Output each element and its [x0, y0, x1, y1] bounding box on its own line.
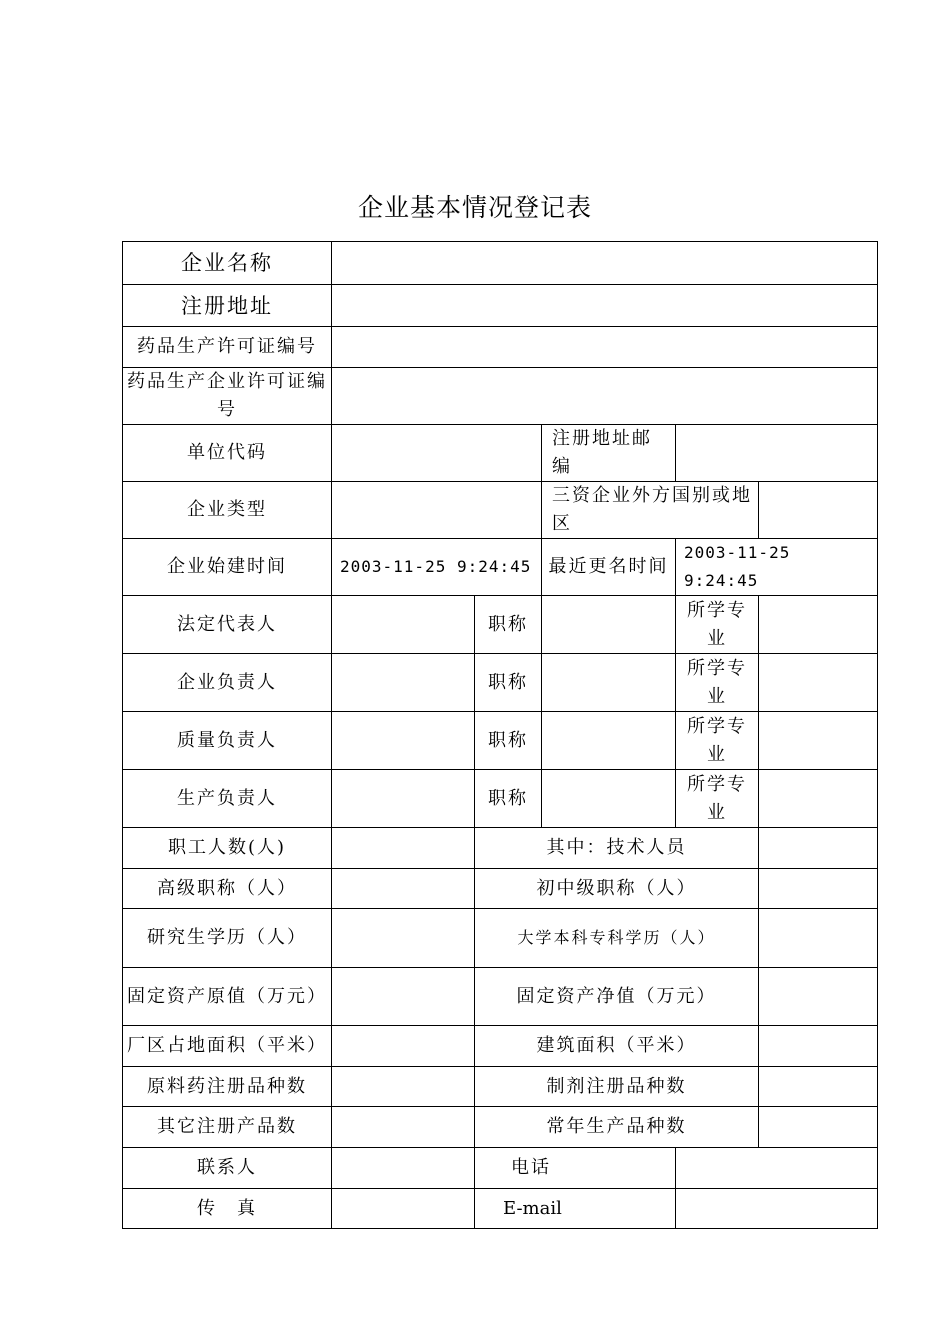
field-plant-area[interactable]	[332, 1026, 475, 1067]
field-company-type[interactable]	[332, 482, 542, 539]
field-quality-head-major[interactable]	[759, 712, 878, 770]
field-legal-rep[interactable]	[332, 596, 475, 654]
field-postgrad[interactable]	[332, 909, 475, 968]
field-api-count[interactable]	[332, 1067, 475, 1107]
label-registered-address: 注册地址	[123, 285, 332, 327]
label-founded-time: 企业始建时间	[123, 539, 332, 596]
label-postgrad: 研究生学历（人）	[123, 909, 332, 968]
field-annual-count[interactable]	[759, 1107, 878, 1148]
label-mid-title: 初中级职称（人）	[475, 869, 759, 909]
label-fax: 传 真	[123, 1189, 332, 1229]
registration-form	[122, 241, 878, 1229]
label-reg-postcode: 注册地址邮编	[542, 425, 676, 482]
field-building-area[interactable]	[759, 1026, 878, 1067]
label-title: 职称	[475, 596, 542, 654]
field-fixed-assets-net[interactable]	[759, 968, 878, 1026]
label-production-head: 生产负责人	[123, 770, 332, 828]
label-unit-code: 单位代码	[123, 425, 332, 482]
field-tech-staff[interactable]	[759, 828, 878, 869]
label-major: 所学专业	[676, 654, 759, 712]
label-fixed-assets-net: 固定资产净值（万元）	[475, 968, 759, 1026]
field-mid-title[interactable]	[759, 869, 878, 909]
field-quality-head[interactable]	[332, 712, 475, 770]
label-building-area: 建筑面积（平米）	[475, 1026, 759, 1067]
label-tech-staff: 其中：技术人员	[475, 828, 759, 869]
field-drug-license-no[interactable]	[332, 327, 878, 368]
label-senior-title: 高级职称（人）	[123, 869, 332, 909]
field-manager[interactable]	[332, 654, 475, 712]
field-manager-major[interactable]	[759, 654, 878, 712]
field-renamed-time[interactable]: 2003-11-25 9:24:45	[676, 539, 878, 596]
label-phone: 电话	[475, 1148, 676, 1189]
label-manager: 企业负责人	[123, 654, 332, 712]
field-company-name[interactable]	[332, 242, 878, 285]
field-email[interactable]	[676, 1189, 878, 1229]
label-quality-head: 质量负责人	[123, 712, 332, 770]
field-manager-title[interactable]	[542, 654, 676, 712]
field-senior-title[interactable]	[332, 869, 475, 909]
label-legal-rep: 法定代表人	[123, 596, 332, 654]
label-prep-count: 制剂注册品种数	[475, 1067, 759, 1107]
label-title: 职称	[475, 770, 542, 828]
label-major: 所学专业	[676, 596, 759, 654]
field-reg-postcode[interactable]	[676, 425, 878, 482]
label-title: 职称	[475, 654, 542, 712]
label-api-count: 原料药注册品种数	[123, 1067, 332, 1107]
label-foreign-region: 三资企业外方国别或地区	[542, 482, 759, 539]
field-production-head[interactable]	[332, 770, 475, 828]
label-title: 职称	[475, 712, 542, 770]
page-title: 企业基本情况登记表	[357, 193, 592, 222]
field-legal-rep-title[interactable]	[542, 596, 676, 654]
field-production-head-major[interactable]	[759, 770, 878, 828]
label-company-type: 企业类型	[123, 482, 332, 539]
label-company-name: 企业名称	[123, 242, 332, 285]
label-email: E-mail	[475, 1189, 676, 1229]
field-registered-address[interactable]	[332, 285, 878, 327]
field-unit-code[interactable]	[332, 425, 542, 482]
field-staff-count[interactable]	[332, 828, 475, 869]
label-renamed-time: 最近更名时间	[542, 539, 676, 596]
field-quality-head-title[interactable]	[542, 712, 676, 770]
field-fixed-assets-orig[interactable]	[332, 968, 475, 1026]
label-plant-area: 厂区占地面积（平米）	[123, 1026, 332, 1067]
field-production-head-title[interactable]	[542, 770, 676, 828]
field-other-count[interactable]	[332, 1107, 475, 1148]
label-drug-license-no: 药品生产许可证编号	[123, 327, 332, 368]
field-fax[interactable]	[332, 1189, 475, 1229]
label-staff-count: 职工人数(人)	[123, 828, 332, 869]
label-fixed-assets-orig: 固定资产原值（万元）	[123, 968, 332, 1026]
label-college: 大学本科专科学历（人）	[475, 909, 759, 968]
label-contact: 联系人	[123, 1148, 332, 1189]
label-drug-enterprise-license-no: 药品生产企业许可证编号	[123, 368, 332, 425]
field-drug-enterprise-license-no[interactable]	[332, 368, 878, 425]
field-foreign-region[interactable]	[759, 482, 878, 539]
field-contact[interactable]	[332, 1148, 475, 1189]
label-major: 所学专业	[676, 712, 759, 770]
field-prep-count[interactable]	[759, 1067, 878, 1107]
field-college[interactable]	[759, 909, 878, 968]
field-founded-time[interactable]: 2003-11-25 9:24:45	[332, 539, 542, 596]
label-other-count: 其它注册产品数	[123, 1107, 332, 1148]
label-major: 所学专业	[676, 770, 759, 828]
field-phone[interactable]	[676, 1148, 878, 1189]
label-annual-count: 常年生产品种数	[475, 1107, 759, 1148]
field-legal-rep-major[interactable]	[759, 596, 878, 654]
